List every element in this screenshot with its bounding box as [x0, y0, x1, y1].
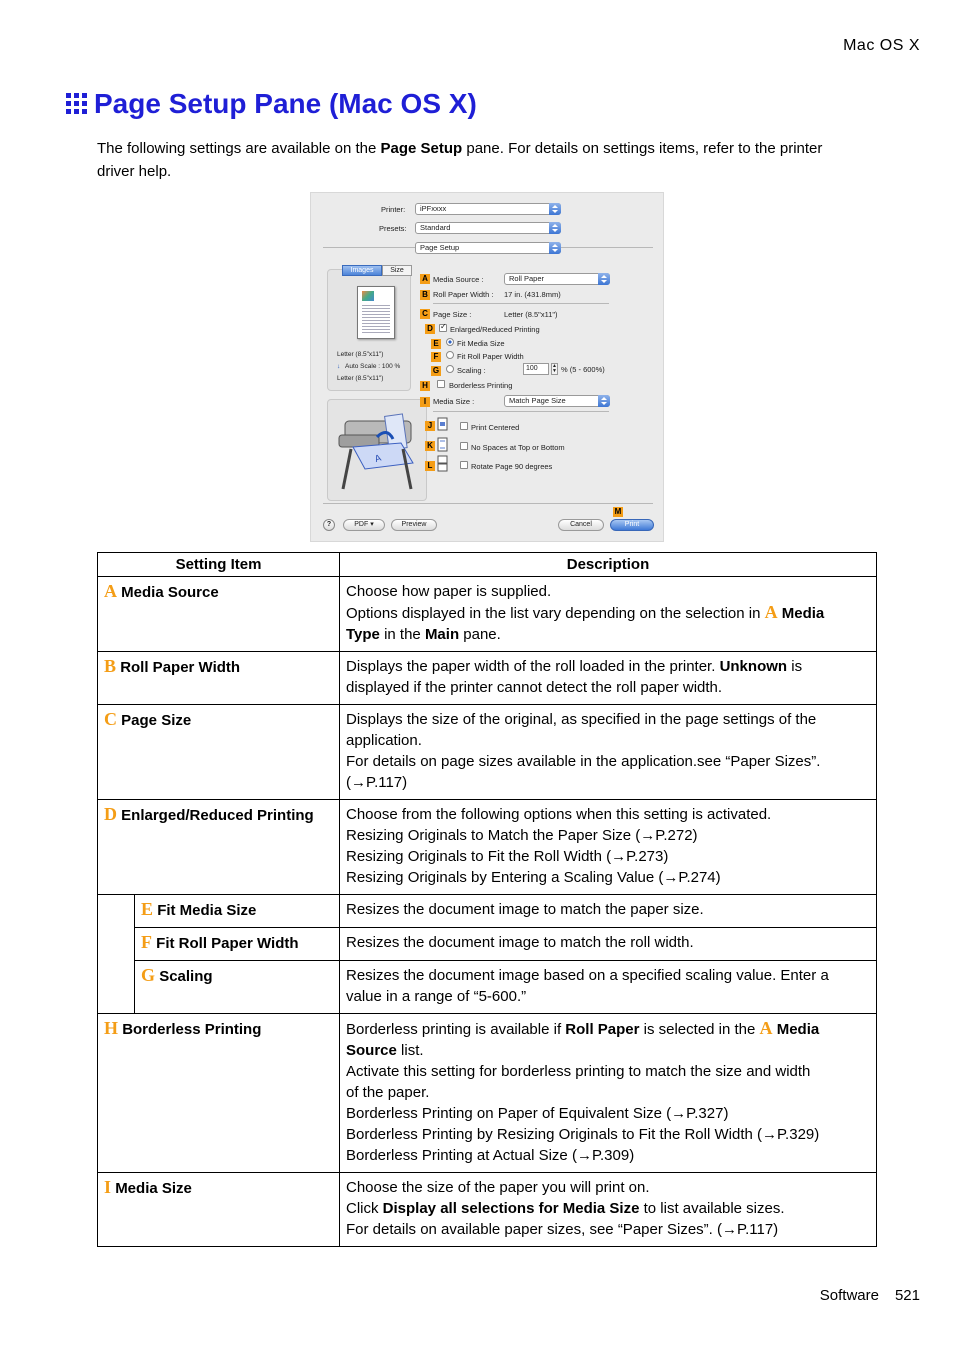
- desc-line: Resizes the document image to match the roll width.: [346, 934, 694, 951]
- presets-popup[interactable]: [415, 222, 561, 234]
- letter-b: B: [104, 656, 117, 676]
- no-spaces-icon: [437, 437, 449, 453]
- header-setting-item: Setting Item: [98, 553, 340, 577]
- separator: [433, 303, 609, 304]
- desc-line: Choose how paper is supplied.: [346, 583, 552, 600]
- row-description: [340, 1014, 877, 1173]
- row-item: [135, 961, 340, 1014]
- fit-roll-radio[interactable]: [446, 351, 454, 359]
- table-row: [98, 928, 877, 961]
- header-os-label: Mac OS X: [843, 37, 920, 54]
- printer-popup[interactable]: [415, 203, 561, 215]
- page-title-text: Page Setup Pane (Mac OS X): [94, 88, 477, 119]
- intro-text: The following settings are available on the: [97, 140, 381, 157]
- page-setup-dialog-screenshot: [310, 192, 664, 542]
- marker-j: J: [425, 421, 435, 431]
- row-item: [98, 705, 340, 800]
- row-item: [98, 1014, 340, 1173]
- letter-h: H: [104, 1018, 119, 1038]
- page-size-value: Letter (8.5"x11"): [504, 310, 558, 319]
- marker-a: A: [420, 274, 430, 284]
- media-size-label: Media Size :: [433, 397, 475, 406]
- separator: [433, 411, 609, 412]
- row-item: [98, 800, 340, 895]
- letter-f: F: [141, 932, 152, 952]
- item-label: Page Size: [121, 712, 192, 729]
- scaling-label: Scaling :: [457, 366, 486, 375]
- table-row: [98, 895, 877, 928]
- help-button[interactable]: ?: [323, 519, 335, 531]
- item-label: Borderless Printing: [122, 1021, 262, 1038]
- desc-line: Displays the size of the original, as specified in the page settings of the: [346, 711, 817, 728]
- separator: [323, 503, 653, 504]
- row-item: [98, 1173, 340, 1247]
- page-size-label: Page Size :: [433, 310, 472, 319]
- desc-line: Borderless Printing on Paper of Equivalent Size (→P.327): [346, 1105, 729, 1122]
- no-spaces-checkbox[interactable]: [460, 442, 468, 450]
- media-size-popup[interactable]: [504, 395, 610, 407]
- letter-g: G: [141, 965, 156, 985]
- marker-d: D: [425, 324, 435, 334]
- desc-line: [346, 656, 870, 677]
- table-row: [98, 1173, 877, 1247]
- item-label: Fit Roll Paper Width: [156, 935, 299, 952]
- desc-line: For details on page sizes available in the application.see “Paper Sizes”.: [346, 753, 821, 770]
- print-centered-checkbox[interactable]: [460, 422, 468, 430]
- desc-line: Resizing Originals to Fit the Roll Width (→P.273): [346, 848, 669, 865]
- desc-line: Resizing Originals to Match the Paper Size (→P.272): [346, 827, 698, 844]
- desc-line: Resizing Originals by Entering a Scaling Value (→P.274): [346, 869, 721, 886]
- row-description: [340, 705, 877, 800]
- print-centered-icon: [437, 417, 449, 433]
- intro-bold: Page Setup: [380, 140, 463, 157]
- marker-l: L: [425, 461, 435, 471]
- desc-bold: Source: [346, 1042, 397, 1059]
- scaling-radio[interactable]: [446, 365, 454, 373]
- item-label: Roll Paper Width: [120, 659, 241, 676]
- popup-arrow-icon: [598, 273, 610, 285]
- letter-e: E: [141, 899, 154, 919]
- fit-roll-label: Fit Roll Paper Width: [457, 352, 524, 361]
- arrow-down-icon: ↓: [337, 363, 341, 370]
- desc-bold: Media: [772, 1021, 820, 1038]
- desc-bold: Media: [777, 605, 825, 622]
- page-preview-thumbnail: [357, 286, 395, 339]
- row-item: [135, 895, 340, 928]
- rotate-label: Rotate Page 90 degrees: [471, 462, 553, 471]
- desc-line: [346, 602, 870, 624]
- row-description: [340, 928, 877, 961]
- footer-section: Software: [819, 1287, 879, 1304]
- page-footer: [804, 1287, 920, 1304]
- desc-line: Choose from the following options when this setting is activated.: [346, 806, 772, 823]
- page-title: [66, 88, 477, 120]
- popup-arrow-icon: [549, 203, 561, 215]
- printer-label: Printer:: [381, 205, 406, 214]
- desc-line: [346, 1040, 870, 1061]
- row-description: [340, 961, 877, 1014]
- header-description: Description: [340, 553, 877, 577]
- grid-icon: [66, 93, 88, 115]
- item-label: Media Size: [115, 1180, 192, 1197]
- indent-cell: [98, 895, 135, 1014]
- marker-k: K: [425, 441, 435, 451]
- roll-width-label: Roll Paper Width :: [433, 290, 494, 299]
- settings-table: [97, 552, 877, 1247]
- marker-m: M: [614, 507, 622, 516]
- scaling-range: % (5 - 600%): [561, 365, 605, 374]
- desc-text: Borderless printing is available if: [346, 1021, 566, 1038]
- letter-i: I: [104, 1177, 112, 1197]
- row-item: [135, 928, 340, 961]
- row-description: [340, 577, 877, 652]
- fit-media-label: Fit Media Size: [457, 339, 505, 348]
- desc-bold: Type: [346, 626, 380, 643]
- desc-text: in the: [379, 626, 425, 643]
- svg-text:A: A: [373, 453, 383, 465]
- row-description: [340, 652, 877, 705]
- desc-line: Resizes the document image based on a specified scaling value. Enter a: [346, 967, 829, 984]
- media-source-value: Roll Paper: [509, 274, 545, 283]
- preview-scale: Auto Scale : 100 %: [345, 363, 401, 370]
- enlarged-checkbox[interactable]: [439, 324, 447, 332]
- letter-c: C: [104, 709, 117, 729]
- desc-line: (→P.117): [346, 774, 408, 791]
- row-description: [340, 800, 877, 895]
- preview-size-2: Letter (8.5"x11"): [337, 375, 384, 382]
- desc-bold: Display all selections for Media Size: [382, 1200, 640, 1217]
- desc-line: application.: [346, 732, 422, 749]
- row-description: [340, 1173, 877, 1247]
- desc-line: of the paper.: [346, 1084, 430, 1101]
- desc-line: [346, 624, 870, 645]
- marker-g: G: [432, 366, 440, 375]
- intro-paragraph: [97, 137, 857, 183]
- desc-line: Borderless Printing at Actual Size (→P.309): [346, 1147, 635, 1164]
- desc-line: For details on available paper sizes, see “Paper Sizes”. (→P.117): [346, 1221, 779, 1238]
- item-label: Media Source: [121, 584, 219, 601]
- presets-label: Presets:: [379, 224, 407, 233]
- desc-text: pane.: [459, 626, 501, 643]
- letter-d: D: [104, 804, 117, 824]
- desc-text: list.: [396, 1042, 424, 1059]
- presets-value: Standard: [420, 223, 451, 232]
- popup-arrow-icon: [598, 395, 610, 407]
- desc-text: Click: [346, 1200, 383, 1217]
- media-size-value: Match Page Size: [509, 396, 566, 405]
- row-description: [340, 895, 877, 928]
- desc-line: displayed if the printer cannot detect the roll paper width.: [346, 679, 723, 696]
- row-item: [98, 652, 340, 705]
- scaling-stepper[interactable]: [551, 363, 558, 375]
- desc-line: [346, 1198, 870, 1219]
- item-label: Enlarged/Reduced Printing: [121, 807, 314, 824]
- pdf-button[interactable]: PDF ▾: [343, 519, 385, 531]
- marker-b: B: [420, 290, 430, 300]
- table-row: [98, 652, 877, 705]
- borderless-checkbox[interactable]: [437, 380, 445, 388]
- pane-value: Page Setup: [420, 243, 460, 252]
- table-row: [98, 800, 877, 895]
- media-source-label: Media Source :: [433, 275, 484, 284]
- printer-illustration-icon: [331, 403, 427, 499]
- desc-line: value in a range of “5-600.”: [346, 988, 527, 1005]
- desc-line: [346, 1018, 870, 1040]
- popup-arrow-icon: [549, 222, 561, 234]
- table-row: [98, 577, 877, 652]
- table-row: [98, 1014, 877, 1173]
- letter-a-ref: A: [759, 1018, 773, 1038]
- letter-a: A: [104, 581, 117, 601]
- media-source-popup[interactable]: [504, 273, 610, 285]
- print-button[interactable]: Print: [610, 519, 654, 531]
- popup-arrow-icon: [549, 242, 561, 254]
- marker-f: F: [431, 352, 441, 362]
- desc-bold: Unknown: [719, 658, 788, 675]
- page-number: 521: [894, 1287, 920, 1304]
- enlarged-label: Enlarged/Reduced Printing: [450, 325, 540, 334]
- desc-line: Resizes the document image to match the paper size.: [346, 901, 704, 918]
- pane-popup[interactable]: [415, 242, 561, 254]
- tab-size[interactable]: Size: [382, 265, 412, 276]
- roll-width-value: 17 in. (431.8mm): [504, 290, 561, 299]
- table-row: [98, 705, 877, 800]
- desc-text: Options displayed in the list vary depending on the selection in: [346, 605, 765, 622]
- fit-media-radio[interactable]: [446, 338, 454, 346]
- tab-images[interactable]: Images: [342, 265, 382, 276]
- table-row: [98, 961, 877, 1014]
- stepper-down-icon: ▼: [552, 368, 557, 374]
- desc-text: Displays the paper width of the roll loaded in the printer.: [346, 658, 720, 675]
- row-item: [98, 577, 340, 652]
- item-label: Scaling: [159, 968, 213, 985]
- print-centered-label: Print Centered: [471, 423, 520, 432]
- marker-c: C: [420, 309, 430, 319]
- desc-bold: Main: [424, 626, 460, 643]
- scaling-input[interactable]: 100: [523, 363, 549, 375]
- rotate-checkbox[interactable]: [460, 461, 468, 469]
- marker-i: I: [420, 397, 430, 407]
- marker-h: H: [420, 381, 430, 391]
- desc-bold: Roll Paper: [565, 1021, 640, 1038]
- preview-size-1: Letter (8.5"x11"): [337, 351, 384, 358]
- table-header-row: [98, 553, 877, 577]
- borderless-label: Borderless Printing: [449, 381, 513, 390]
- preview-button[interactable]: Preview: [391, 519, 437, 531]
- desc-line: Borderless Printing by Resizing Originals to Fit the Roll Width (→P.329): [346, 1126, 820, 1143]
- intro-text-2: pane. For details on settings items, refer to the printer driver help.: [97, 140, 823, 180]
- desc-text: to list available sizes.: [639, 1200, 785, 1217]
- desc-line: Choose the size of the paper you will print on.: [346, 1179, 650, 1196]
- marker-e: E: [431, 339, 441, 349]
- rotate-icon: [437, 455, 449, 473]
- cancel-button[interactable]: Cancel: [558, 519, 604, 531]
- stepper-up-icon: ▲: [552, 363, 557, 369]
- no-spaces-label: No Spaces at Top or Bottom: [471, 443, 565, 452]
- desc-text: is: [787, 658, 803, 675]
- item-label: Fit Media Size: [157, 902, 257, 919]
- desc-text: is selected in the: [639, 1021, 760, 1038]
- letter-a-ref: A: [764, 602, 778, 622]
- printer-value: iPFxxxx: [420, 204, 447, 213]
- desc-line: Activate this setting for borderless printing to match the size and width: [346, 1063, 811, 1080]
